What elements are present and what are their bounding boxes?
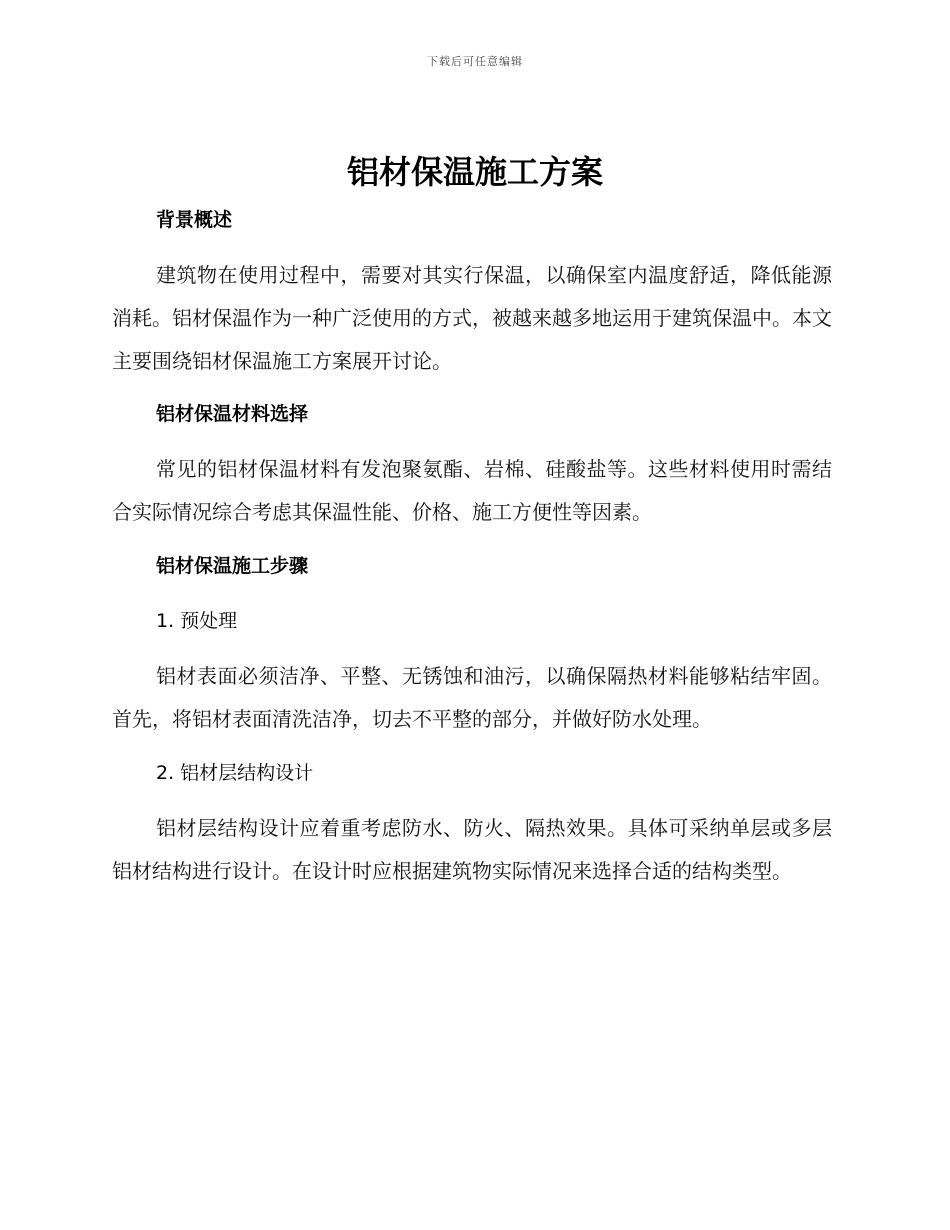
document-title: 铝材保温施工方案 — [346, 153, 603, 191]
subsection-heading-pretreatment: 1. 预处理 — [156, 610, 238, 632]
paragraph-material-selection: 常见的铝材保温材料有发泡聚氨酯、岩棉、硅酸盐等。这些材料使用时需结合实际情况综合考虑其保温性能、价格、施工方便性等因素。 — [112, 457, 832, 524]
page-header: 下载后可任意编辑 — [427, 55, 523, 68]
paragraph-pretreatment: 铝材表面必须洁净、平整、无锈蚀和油污，以确保隔热材料能够粘结牢固。首先，将铝材表面清洗洁净，切去不平整的部分，并做好防水处理。 — [112, 664, 832, 731]
paragraph-layer-design: 铝材层结构设计应着重考虑防水、防火、隔热效果。具体可采纳单层或多层铝材结构进行设计。在设计时应根据建筑物实际情况来选择合适的结构类型。 — [112, 816, 832, 883]
section-heading-material-selection: 铝材保温材料选择 — [156, 403, 309, 425]
subsection-heading-layer-design: 2. 铝材层结构设计 — [156, 762, 314, 784]
section-heading-background: 背景概述 — [156, 209, 233, 231]
paragraph-background: 建筑物在使用过程中，需要对其实行保温，以确保室内温度舒适，降低能源消耗。铝材保温作为一种广泛使用的方式，被越来越多地运用于建筑保温中。本文主要围绕铝材保温施工方案展开讨论。 — [112, 263, 832, 373]
section-heading-construction-steps: 铝材保温施工步骤 — [156, 555, 309, 577]
